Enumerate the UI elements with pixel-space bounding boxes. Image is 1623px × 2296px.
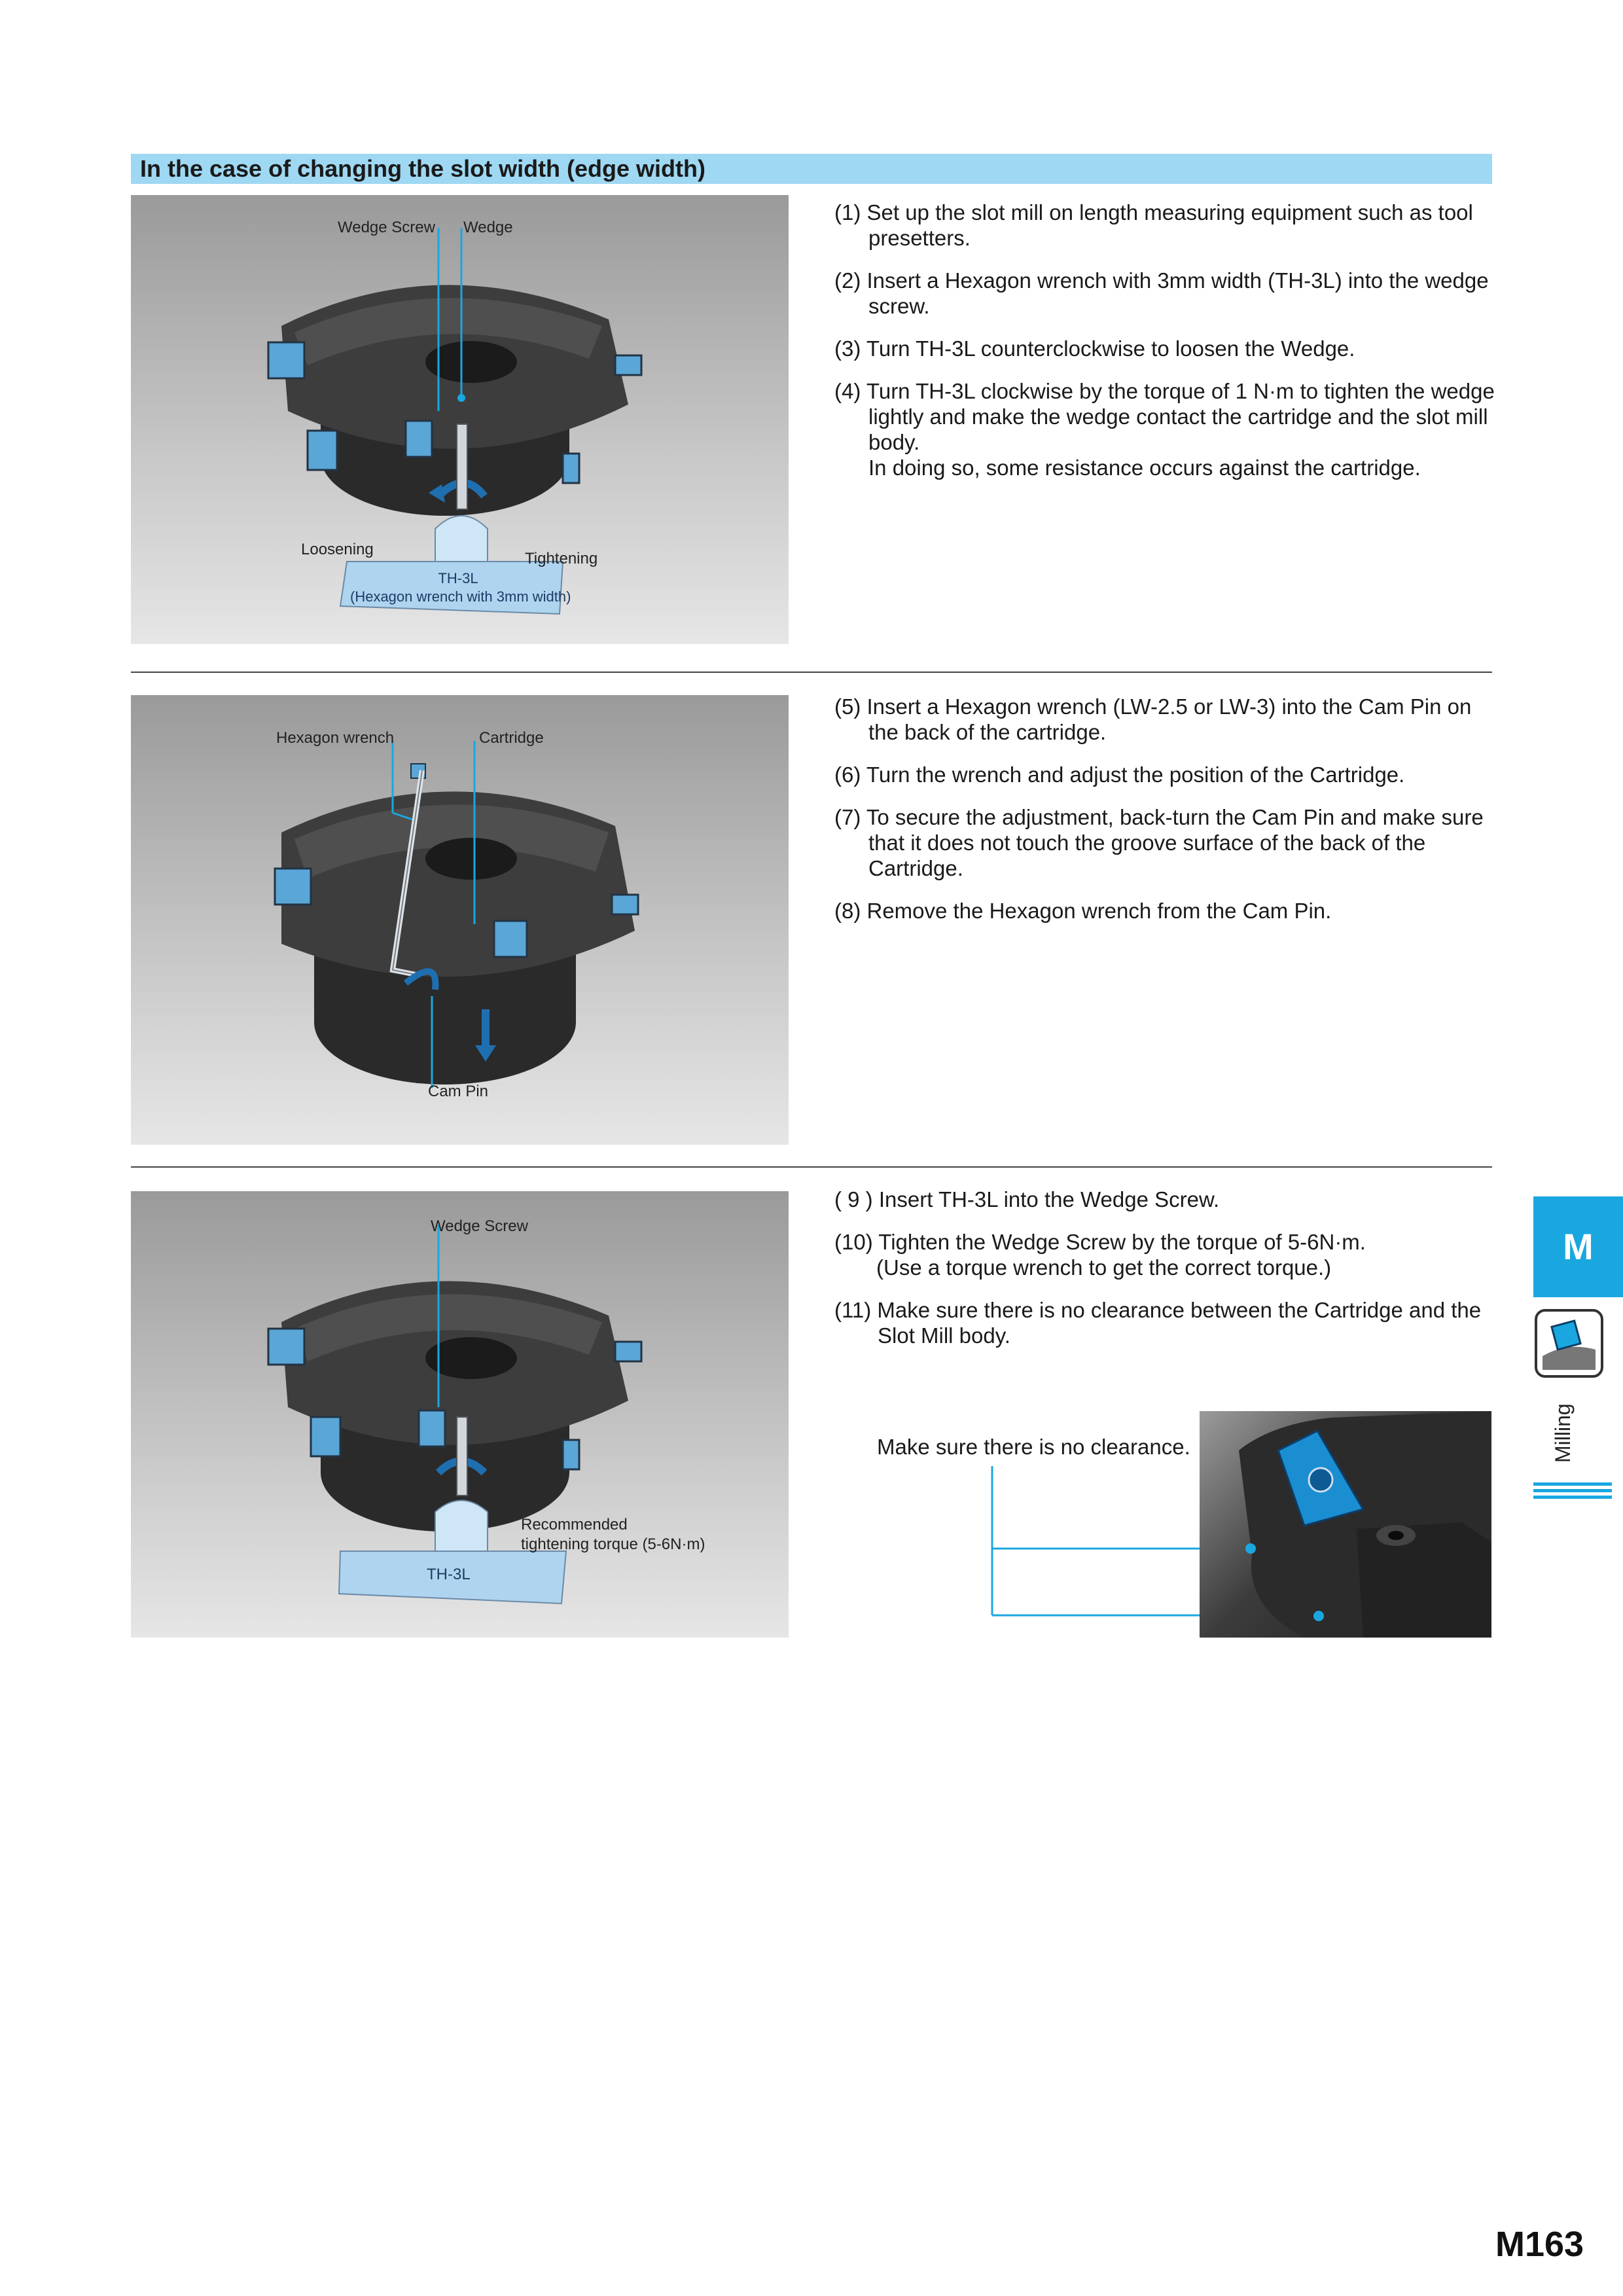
steps-wide bbox=[834, 1187, 1495, 1348]
step-7: (7) To secure the adjustment, back-turn the Cam Pin and make sure that it does not touch the groove surface of the back of the Cartridge. bbox=[834, 805, 1484, 880]
torque-label-line2: tightening torque (5-6N·m) bbox=[521, 1535, 705, 1553]
steps-group-3 bbox=[834, 1187, 1495, 1365]
side-stripes bbox=[1533, 1482, 1612, 1502]
hexagon-wrench-label: Hexagon wrench bbox=[276, 729, 395, 747]
step-9: ( 9 ) Insert TH-3L into the Wedge Screw. bbox=[834, 1187, 1220, 1211]
step-4: (4) Turn TH-3L clockwise by the torque of 1 N·m to tighten the wedge lightly and make the wedge contact the cartridge and the slot mill body. bbox=[834, 379, 1495, 454]
cutter-illustration-2 bbox=[131, 695, 789, 1145]
figure-loosen-wedge bbox=[131, 195, 789, 644]
step-8: (8) Remove the Hexagon wrench from the Cam Pin. bbox=[834, 899, 1332, 923]
steps-group-2 bbox=[834, 694, 1495, 941]
figure-tighten-wedge-screw bbox=[131, 1191, 789, 1638]
wrench-name: TH-3L bbox=[438, 570, 478, 586]
section-tab: M bbox=[1533, 1196, 1623, 1297]
step-5: (5) Insert a Hexagon wrench (LW-2.5 or LW-3) into the Cam Pin on the back of the cartridge. bbox=[834, 694, 1472, 744]
side-label: Milling bbox=[1551, 1403, 1575, 1463]
step-6: (6) Turn the wrench and adjust the position of the Cartridge. bbox=[834, 762, 1405, 787]
milling-icon bbox=[1535, 1309, 1603, 1378]
clearance-note: Make sure there is no clearance. bbox=[877, 1435, 1190, 1459]
step-2: (2) Insert a Hexagon wrench with 3mm width (TH-3L) into the wedge screw. bbox=[834, 268, 1489, 318]
wedge-label: Wedge bbox=[463, 219, 513, 236]
steps-group-1 bbox=[834, 200, 1495, 497]
wrench-label bbox=[350, 569, 571, 606]
figure-adjust-cartridge bbox=[131, 695, 789, 1145]
clearance-photo bbox=[1200, 1411, 1491, 1638]
page-number: M163 bbox=[1495, 2225, 1584, 2264]
step-10: (10) Tighten the Wedge Screw by the torque of 5-6N·m. bbox=[834, 1230, 1366, 1254]
step-3: (3) Turn TH-3L counterclockwise to loosen the Wedge. bbox=[834, 336, 1355, 361]
wrench-name: TH-3L bbox=[427, 1566, 471, 1583]
step-10-note: (Use a torque wrench to get the correct torque.) bbox=[876, 1255, 1332, 1280]
wrench-description: (Hexagon wrench with 3mm width) bbox=[350, 588, 571, 605]
divider bbox=[131, 672, 1492, 673]
cartridge-label: Cartridge bbox=[479, 729, 544, 747]
step-11: (11) Make sure there is no clearance between the Cartridge and the Slot Mill body. bbox=[834, 1298, 1482, 1348]
insert-left bbox=[268, 342, 304, 378]
loosening-label: Loosening bbox=[301, 541, 374, 558]
step-4-note: In doing so, some resistance occurs against the cartridge. bbox=[868, 456, 1421, 480]
step-1: (1) Set up the slot mill on length measuring equipment such as tool presetters. bbox=[834, 200, 1473, 250]
cartridge-closeup bbox=[1200, 1411, 1491, 1638]
wedge-screw-label: Wedge Screw bbox=[338, 219, 435, 236]
tightening-label: Tightening bbox=[525, 550, 598, 567]
cam-pin-label: Cam Pin bbox=[428, 1083, 489, 1100]
section-title: In the case of changing the slot width (edge width) bbox=[131, 154, 1492, 184]
torque-label-line1: Recommended bbox=[521, 1516, 628, 1534]
divider bbox=[131, 1166, 1492, 1168]
wedge-screw-label: Wedge Screw bbox=[431, 1217, 528, 1235]
